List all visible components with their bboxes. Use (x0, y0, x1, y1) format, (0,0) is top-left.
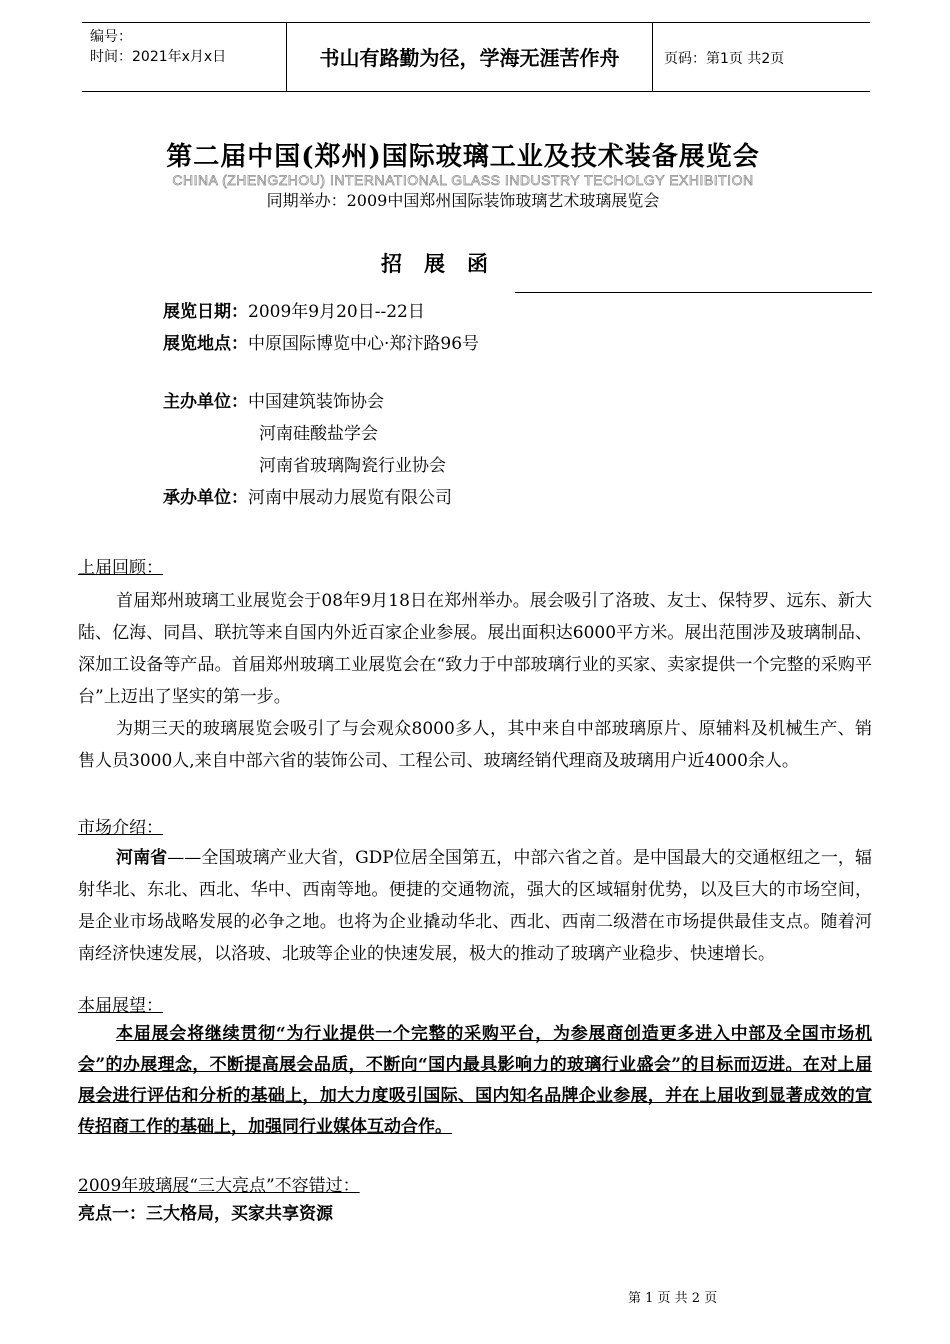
outlook-title: 本届展望： (78, 996, 163, 1016)
concurrent-event: 同期举办：2009中国郑州国际装饰玻璃艺术玻璃展览会 (266, 191, 660, 210)
review-paragraph-1: 首届郑州玻璃工业展览会于08年9月18日在郑州举办。展会吸引了洛玻、友士、保特罗、远东、新大陆、亿海、同昌、联抗等来自国内外近百家企业参展。展出面积达6000平方米。展出范围涉及玻璃制品、深加工设备等产品。首届郑州玻璃工业展览会在“致力于中部玻璃行业的买家、卖家提供一个完整的采购平台”上迈出了坚实的第一步。 (78, 591, 872, 707)
section-heading: 招展函 (381, 251, 510, 276)
review-title: 上届回顾： (78, 558, 163, 578)
header-table (82, 22, 870, 92)
heading-rule (515, 292, 872, 293)
page-footer: 第 1 页 共 2 页 (628, 1291, 718, 1306)
header-meta (90, 27, 226, 67)
serial-label: 编号： (90, 29, 132, 45)
header-page-label: 页码：第1页 共2页 (664, 51, 785, 67)
organizer-value: 河南中展动力展览有限公司 (248, 488, 452, 508)
date-label: 展览日期： (163, 302, 248, 322)
host-label: 主办单位： (163, 392, 248, 412)
market-text: ——全国玻璃产业大省，GDP位居全国第五，中部六省之首。是中国最大的交通枢纽之一，辐射华北、东北、西北、华中、西南等地。便捷的交通物流，强大的区域辐射优势，以及巨大的市场空间，是企业市场战略发展的必争之地。也将为企业撬动华北、西北、西南二级潜在市场提供最佳支点。随着河南经济快速发展，以洛玻、北玻等企业的快速发展，极大的推动了玻璃产业稳步、快速增长。 (78, 848, 872, 964)
date-row (163, 300, 425, 324)
organizer-label: 承办单位： (163, 488, 248, 508)
outlook-paragraph: 本届展会将继续贯彻“为行业提供一个完整的采购平台，为参展商创造更多进入中部及全国市场机会”的办展理念，不断提高展会品质，不断向“国内最具影响力的玻璃行业盛会”的目标而迈进。在对上届展会进行评估和分析的基础上，加大力度吸引国际、国内知名品牌企业参展，并在上届收到显著成效的宣传招商工作的基础上，加强同行业媒体互动合作。 (78, 1024, 872, 1137)
english-subtitle: CHINA (ZHENGZHOU) INTERNATIONAL GLASS INDUSTRY TECHOLGY EXHIBITION (172, 172, 754, 188)
venue-row (163, 332, 479, 356)
market-paragraph (78, 842, 872, 970)
venue-value: 中原国际博览中心·郑汴路96号 (248, 334, 480, 354)
header-divider (652, 23, 653, 91)
organizer-row (163, 486, 452, 510)
highlight-item-1: 亮点一：三大格局，买家共享资源 (78, 1204, 333, 1224)
host-value: 中国建筑装饰协会 (248, 392, 384, 412)
host-value: 河南硅酸盐学会 (259, 424, 378, 444)
time-label: 时间：2021年x月x日 (90, 49, 227, 65)
market-title: 市场介绍： (78, 818, 163, 838)
date-value: 2009年9月20日--22日 (248, 302, 425, 322)
highlights-title: 2009年玻璃展“三大亮点”不容错过： (78, 1176, 360, 1196)
document-title: 第二届中国(郑州)国际玻璃工业及技术装备展览会 (166, 142, 760, 172)
venue-label: 展览地点： (163, 334, 248, 354)
review-paragraph-2: 为期三天的玻璃展览会吸引了与会观众8000多人，其中来自中部玻璃原片、原辅料及机械生产、销售人员3000人,来自中部六省的装饰公司、工程公司、玻璃经销代理商及玻璃用户近4000余人。 (78, 719, 872, 771)
host-value: 河南省玻璃陶瓷行业协会 (259, 456, 446, 476)
header-motto: 书山有路勤为径，学海无涯苦作舟 (319, 46, 620, 70)
host-row (163, 390, 384, 414)
market-lead: 河南省 (116, 848, 168, 868)
